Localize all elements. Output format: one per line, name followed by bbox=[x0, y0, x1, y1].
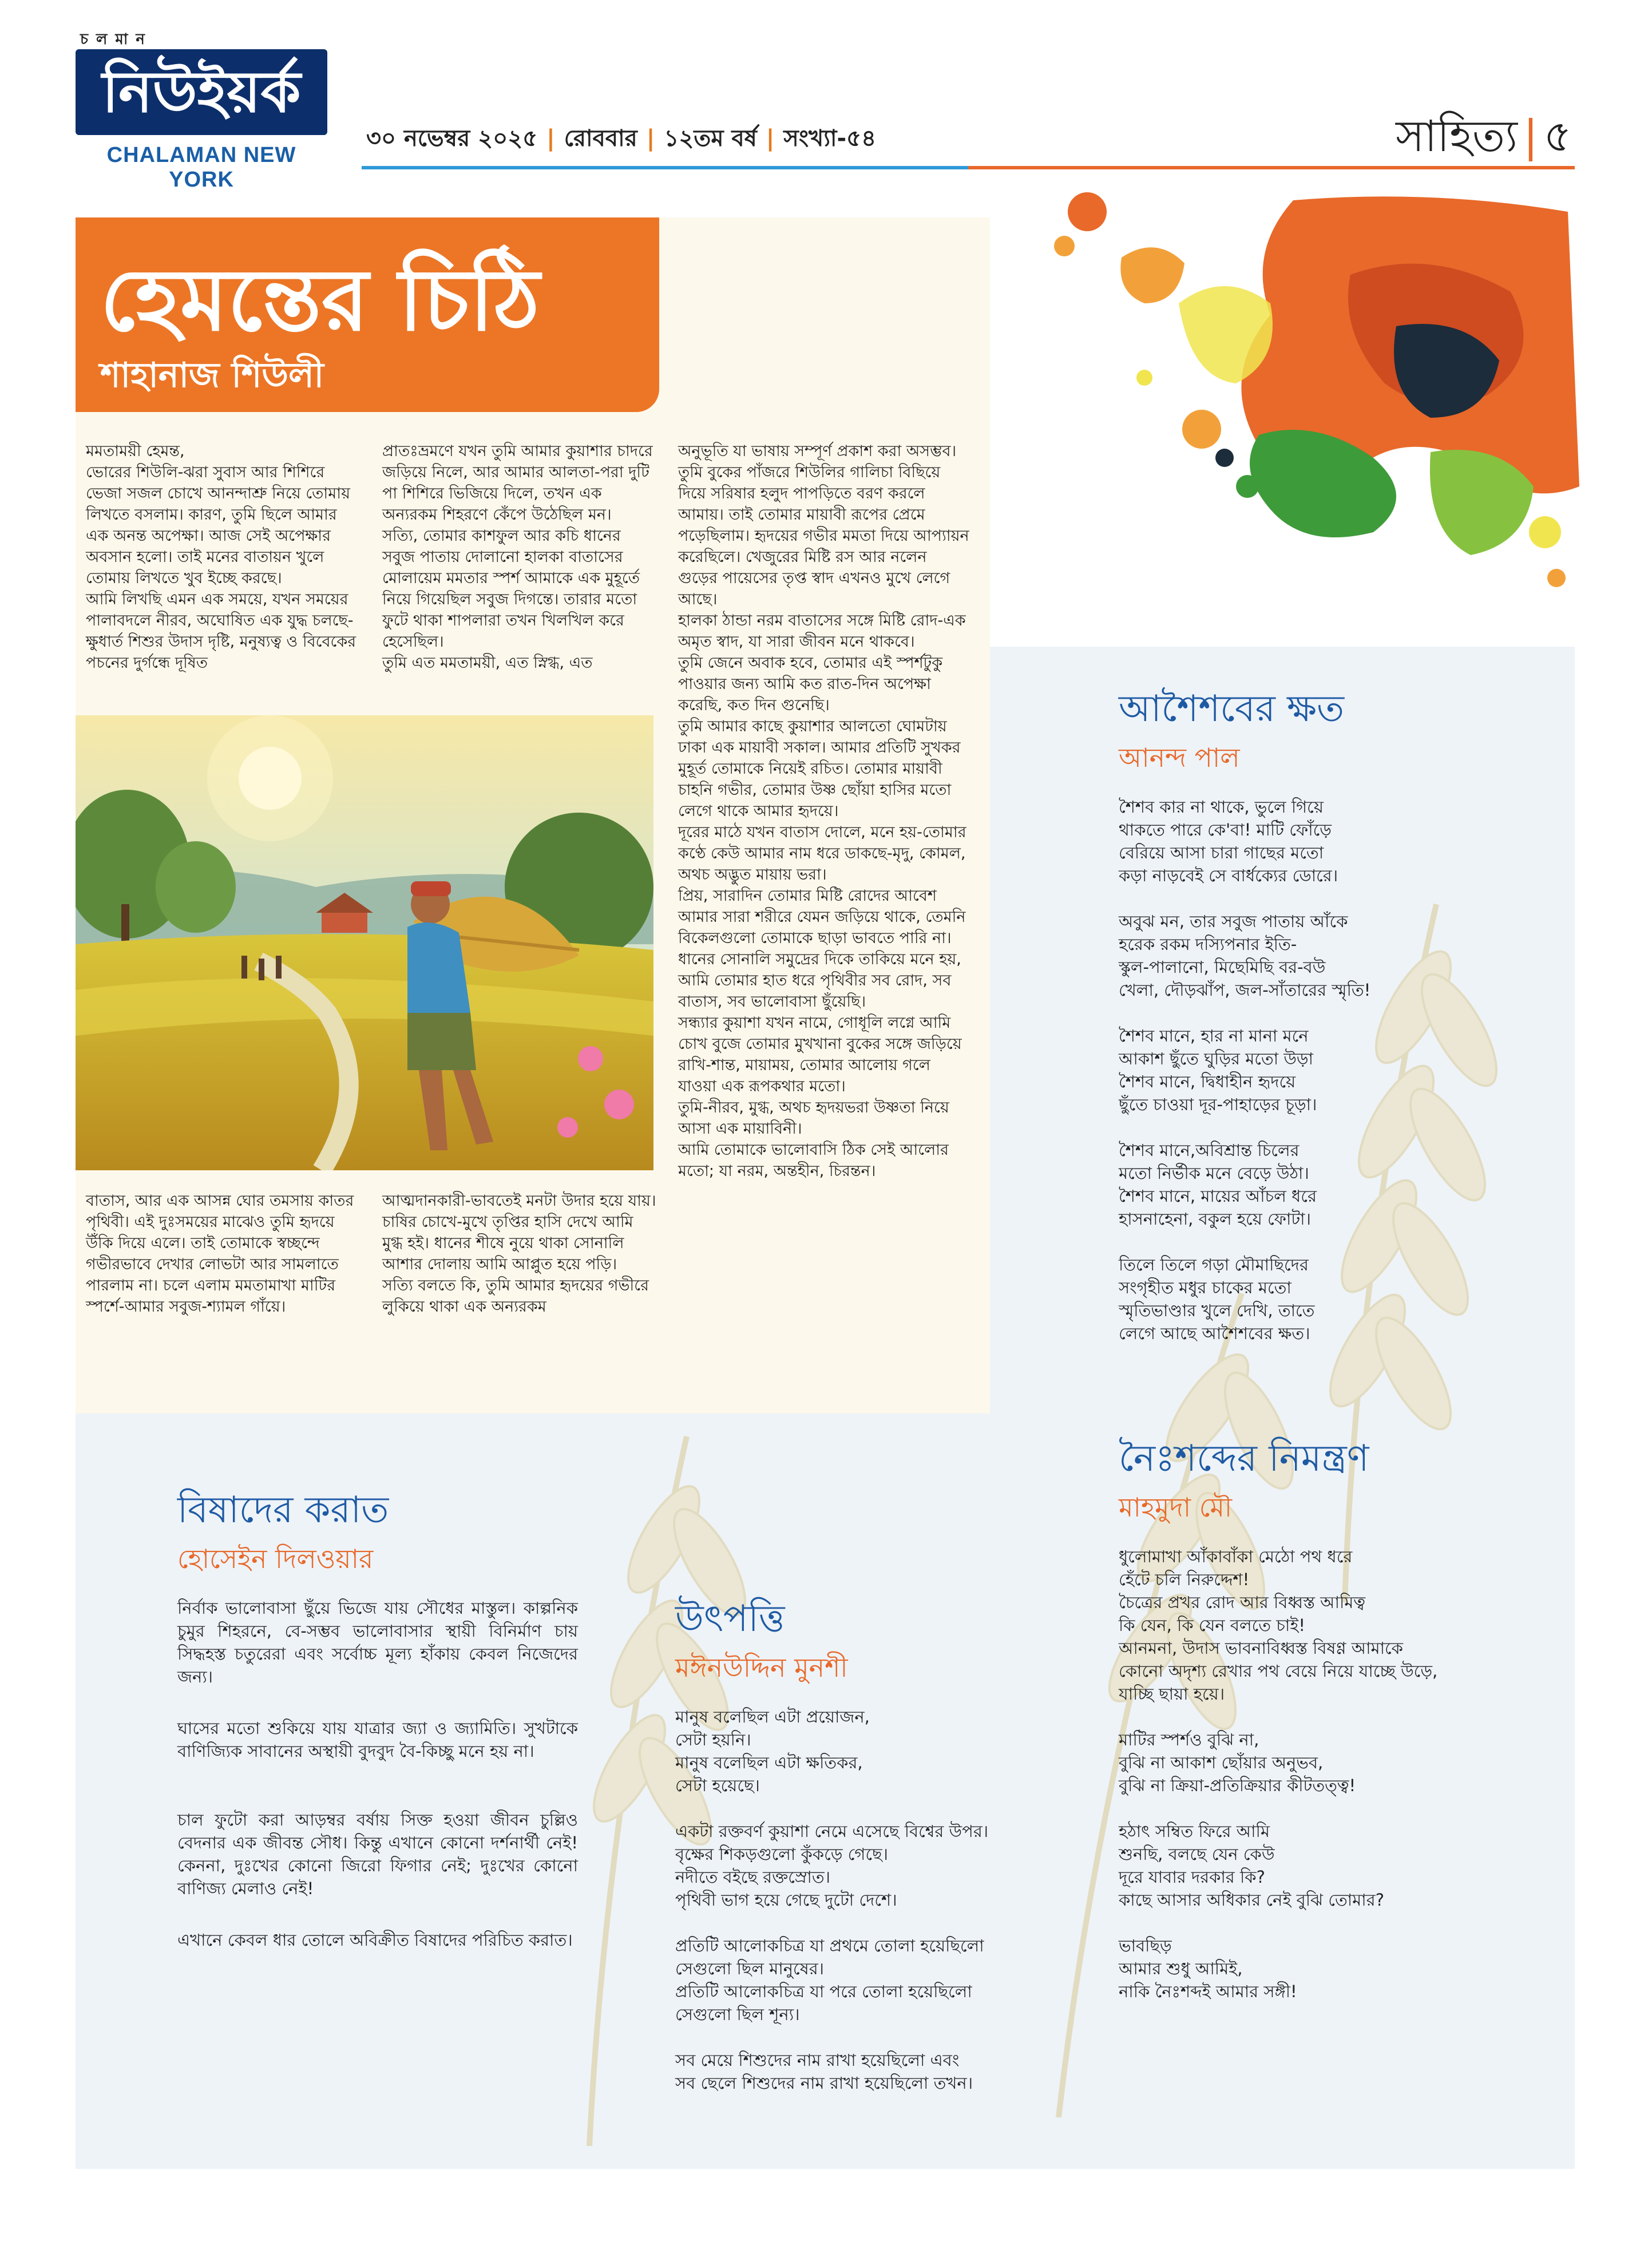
poem-author: মঈনউদ্দিন মুনশী bbox=[675, 1652, 848, 1683]
poem-author: হোসেইন দিলওয়ার bbox=[177, 1543, 374, 1574]
poem-body: মানুষ বলেছিল এটা প্রয়োজন, সেটা হয়নি। মানুষ বলেছিল এটা ক্ষতিকর, সেটা হয়েছে। একটা রক্তবর্ণ কুয়াশা নেমে এসেছে বিশ্বের উপর। বৃক্ষের শিকড়গুলো কুঁকড়ে গেছে। নদীতে বইছে রক্তস্রোত। পৃথিবী ভাগ হয়ে গেছে দুটো দেশে। প্রতিটি আলোকচিত্র যা প্রথমে তোলা হয়েছিলো সেগুলো ছিল মানুষের। প্রতিটি আলোকচিত্র যা পরে তোলা হয়েছিলো সেগুলো ছিল শূন্য। সব মেয়ে শিশুদের নাম রাখা হয়েছিলো এবং সব ছেলে শিশুদের নাম রাখা হয়েছিলো তখন। bbox=[675, 1707, 989, 2093]
abstract-splash-illustration bbox=[1030, 189, 1579, 647]
article-column-1-bottom: বাতাস, আর এক আসন্ন ঘোর তমসায় কাতর পৃথিবী। এই দুঃসময়ের মাঝেও তুমি হৃদয়ে উঁকি দিয়ে এলে। তাই তোমাকে স্বচ্ছন্দে গভীরভাবে দেখার লোভটা আর সামলাতে পারলাম না। চলে এলাম মমতামাখা মাটির স্পর্শে-আমার সবুজ-শ্যামল গাঁয়ে। bbox=[86, 1192, 354, 1316]
section-name: সাহিত্য bbox=[1396, 110, 1518, 161]
masthead-english: CHALAMAN NEW YORK bbox=[106, 143, 296, 192]
issue-number: সংখ্যা-৫৪ bbox=[783, 125, 877, 152]
article-column-1-top: মমতাময়ী হেমন্ত, ভোরের শিউলি-ঝরা সুবাস আর শিশিরে ভেজা সজল চোখে আনন্দাশ্রু নিয়ে তোমায় লিখতে বসলাম। কারণ, তুমি ছিলে আমার এক অনন্ত অপেক্ষা। আজ সেই অপেক্ষার অবসান হলো। তাই মনের বাতায়ন খুলে তোমায় লিখতে খুব ইচ্ছে করছে। আমি লিখছি এমন এক সময়ে, যখন সময়ের পালাবদলে নীরব, অঘোষিত এক যুদ্ধ চলছে-ক্ষুধার্ত শিশুর উদাস দৃষ্টি, মনুষ্যত্ব ও বিবেকের পচনের দুর্গন্ধে দূষিত bbox=[86, 442, 356, 672]
divider: | bbox=[646, 125, 655, 152]
issue-day: রোববার bbox=[564, 125, 637, 152]
poem-title: বিষাদের করাত bbox=[177, 1489, 389, 1531]
page-number: ৫ bbox=[1543, 110, 1572, 161]
poem-author: আনন্দ পাল bbox=[1119, 742, 1240, 773]
article-column-2-bottom: আত্মদানকারী-ভাবতেই মনটা উদার হয়ে যায়। চাষির চোখে-মুখে তৃপ্তির হাসি দেখে আমি মুগ্ধ হই। ধানের শীষে নুয়ে থাকা সোনালি আশার দোলায় আমি আপ্লুত হয়ে পড়ি। সত্যি বলতে কি, তুমি আমার হৃদয়ের গভীরে লুকিয়ে থাকা এক অন্যরকম bbox=[382, 1192, 656, 1316]
masthead-logo[interactable]: নিউইয়র্ক bbox=[76, 49, 327, 135]
masthead-small-text: চলমান bbox=[80, 31, 153, 48]
divider: | bbox=[766, 125, 775, 152]
poem-stanza: চাল ফুটো করা আড়ম্বর বর্ষায় সিক্ত হওয়া জীবন চুল্লিও বেদনার এক জীবন্ত সৌধ। কিন্তু এখানে কোনো দর্শনার্থী নেই! কেননা, দুঃখের কোনো জিরো ফিগার নেই; দুঃখের কোনো বাণিজ্য মেলাও নেই! bbox=[177, 1810, 578, 1898]
dateline bbox=[366, 120, 876, 159]
poem-title: উৎপত্তি bbox=[675, 1598, 785, 1640]
harvest-painting-image bbox=[76, 715, 653, 1170]
poem-stanza: নির্বাক ভালোবাসা ছুঁয়ে ভিজে যায় সৌধের মাস্তুল। কাল্পনিক চুমুর শিহরনে, বে-সম্ভব ভালোবাসার স্থায়ী বিনির্মাণ চায় সিদ্ধহস্ত চতুরেরা এবং সর্বোচ্চ মূল্য হাঁকায় কেবল নিজেদের জন্য। bbox=[177, 1598, 578, 1686]
issue-year: ১২তম বর্ষ bbox=[664, 125, 757, 152]
article-column-3: অনুভূতি যা ভাষায় সম্পূর্ণ প্রকাশ করা অসম্ভব। তুমি বুকের পাঁজরে শিউলির গালিচা বিছিয়ে দিয়ে সরিষার হলুদ পাপড়িতে বরণ করলে আমায়। তাই তোমার মায়াবী রূপের প্রেমে পড়েছিলাম। হৃদয়ের গভীর মমতা দিয়ে আপ্যায়ন করেছিলে। খেজুরের মিষ্টি রস আর নলেন গুড়ের পায়েসের তৃপ্ত স্বাদ এখনও মুখে লেগে আছে। হালকা ঠান্ডা নরম বাতাসের সঙ্গে মিষ্টি রোদ-এক অমৃত স্বাদ, যা সারা জীবন মনে থাকবে। তুমি জেনে অবাক হবে, তোমার এই স্পর্শটুকু পাওয়ার জন্য আমি কত রাত-দিন অপেক্ষা করেছি, কত দিন গুনেছি। তুমি আমার কাছে কুয়াশার আলতো ঘোমটায় ঢাকা এক মায়াবী সকাল। আমার প্রতিটি সুখকর মুহূর্ত তোমাকে নিয়েই রচিত। তোমার মায়াবী চাহনি গভীর, তোমার উষ্ণ ছোঁয়া হাসির মতো লেগে থাকে আমার হৃদয়ে। দূরের মাঠে যখন বাতাস দোলে, মনে হয়-তোমার কণ্ঠে কেউ আমার নাম ধরে ডাকছে-মৃদু, কোমল, অথচ অদ্ভুত মায়ায় ভরা। প্রিয়, সারাদিন তোমার মিষ্টি রোদের আবেশ আমার সারা শরীরে যেমন জড়িয়ে থাকে, তেমনি বিকেলগুলো তোমাকে ছাড়া ভাবতে পারি না। ধানের সোনালি সমুদ্রের দিকে তাকিয়ে মনে হয়, আমি তোমার হাত ধরে পৃথিবীর সব রোদ, সব বাতাস, সব ভালোবাসা ছুঁয়েছি। সন্ধ্যার কুয়াশা যখন নামে, গোধূলি লগ্নে আমি চোখ বুজে তোমার মুখখানা বুকের সঙ্গে জড়িয়ে রাখি-শান্ত, মায়াময়, তোমার আলোয় গলে যাওয়া এক রূপকথার মতো। তুমি-নীরব, মুগ্ধ, অথচ হৃদয়ভরা উষ্ণতা নিয়ে আসা এক মায়াবিনী। আমি তোমাকে ভালোবাসি ঠিক সেই আলোর মতো; যা নরম, অন্তহীন, চিরন্তন। bbox=[678, 442, 969, 1180]
poem-body: ধুলোমাখা আঁকাবাঁকা মেঠো পথ ধরে হেঁটে চলি নিরুদ্দেশ! চৈত্রের প্রখর রোদ আর বিধ্বস্ত আমিত্ব কি যেন, কি যেন বলতে চাই! আনমনা, উদাস ভাবনাবিধ্বস্ত বিষণ্ণ আমাকে কোনো অদৃশ্য রেখার পথ বেয়ে নিয়ে যাচ্ছে উড়ে, যাচ্ছি ছায়া হয়ে। মাটির স্পর্শও বুঝি না, বুঝি না আকাশ ছোঁয়ার অনুভব, বুঝি না ক্রিয়া-প্রতিক্রিয়ার কীটতত্ত্ব! হঠাৎ সম্বিত ফিরে আমি শুনছি, বলছে যেন কেউ দূরে যাবার দরকার কি? কাছে আসার অধিকার নেই বুঝি তোমার? ভাবছিড় আমার শুধু আমিই, নাকি নৈঃশব্দই আমার সঙ্গী! bbox=[1119, 1547, 1438, 2001]
poem-stanza: ঘাসের মতো শুকিয়ে যায় যাত্রার জ্যা ও জ্যামিতি। সুখটাকে বাণিজ্যিক সাবানের অস্থায়ী বুদবুদ বৈ-কিচ্ছু মনে হয় না। bbox=[177, 1719, 578, 1761]
poem-author: মাহমুদা মৌ bbox=[1119, 1492, 1233, 1523]
section-label bbox=[1396, 103, 1572, 176]
poem-body: শৈশব কার না থাকে, ভুলে গিয়ে থাকতে পারে কে'বা! মাটি ফোঁড়ে বেরিয়ে আসা চারা গাছের মতো কড়া নাড়বেই সে বার্ধক্যের ডোরে। অবুঝ মন, তার সবুজ পাতায় আঁকে হরেক রকম দস্যিপনার ইতি- স্কুল-পালানো, মিছেমিছি বর-বউ খেলা, দৌড়ঝাঁপ, জল-সাঁতারের স্মৃতি! শৈশব মানে, হার না মানা মনে আকাশ ছুঁতে ঘুড়ির মতো উড়া শৈশব মানে, দ্বিধাহীন হৃদয়ে ছুঁতে চাওয়া দূর-পাহাড়ের চূড়া। শৈশব মানে,অবিশ্রান্ত চিলের মতো নির্ভীক মনে বেড়ে উঠা। শৈশব মানে, মায়ের আঁচল ধরে হাসনাহেনা, বকুল হয়ে ফোটা। তিলে তিলে গড়া মৌমাছিদের সংগৃহীত মধুর চাকের মতো স্মৃতিভাণ্ডার খুলে দেখি, তাতে লেগে আছে আশৈশবের ক্ষত। bbox=[1119, 797, 1371, 1343]
divider: | bbox=[546, 125, 555, 152]
issue-date: ৩০ নভেম্বর ২০২৫ bbox=[366, 125, 538, 152]
header-rule-blue bbox=[362, 166, 968, 169]
poem-stanza: এখানে কেবল ধার তোলে অবিক্রীত বিষাদের পরিচিত করাত। bbox=[177, 1930, 573, 1950]
divider: | bbox=[1523, 110, 1538, 161]
article-author: শাহানাজ শিউলী bbox=[100, 355, 324, 395]
poem-title: আশৈশবের ক্ষত bbox=[1119, 688, 1345, 730]
article-title: হেমন্তের চিঠি bbox=[100, 250, 540, 350]
article-column-2-top: প্রাতঃভ্রমণে যখন তুমি আমার কুয়াশার চাদরে জড়িয়ে নিলে, আর আমার আলতা-পরা দুটি পা শিশিরে ভিজিয়ে দিলে, তখন এক অন্যরকম শিহরণে কেঁপে উঠেছিল মন। সত্যি, তোমার কাশফুল আর কচি ধানের সবুজ পাতায় দোলানো হালকা বাতাসের মোলায়েম মমতার স্পর্শ আমাকে এক মুহূর্তে নিয়ে গিয়েছিল সবুজ দিগন্তে। তারার মতো ফুটে থাকা শাপলারা তখন খিলখিল করে হেসেছিল। তুমি এত মমতাময়ী, এত স্নিগ্ধ, এত bbox=[382, 442, 653, 672]
poem-title: নৈঃশব্দের নিমন্ত্রণ bbox=[1119, 1438, 1369, 1480]
